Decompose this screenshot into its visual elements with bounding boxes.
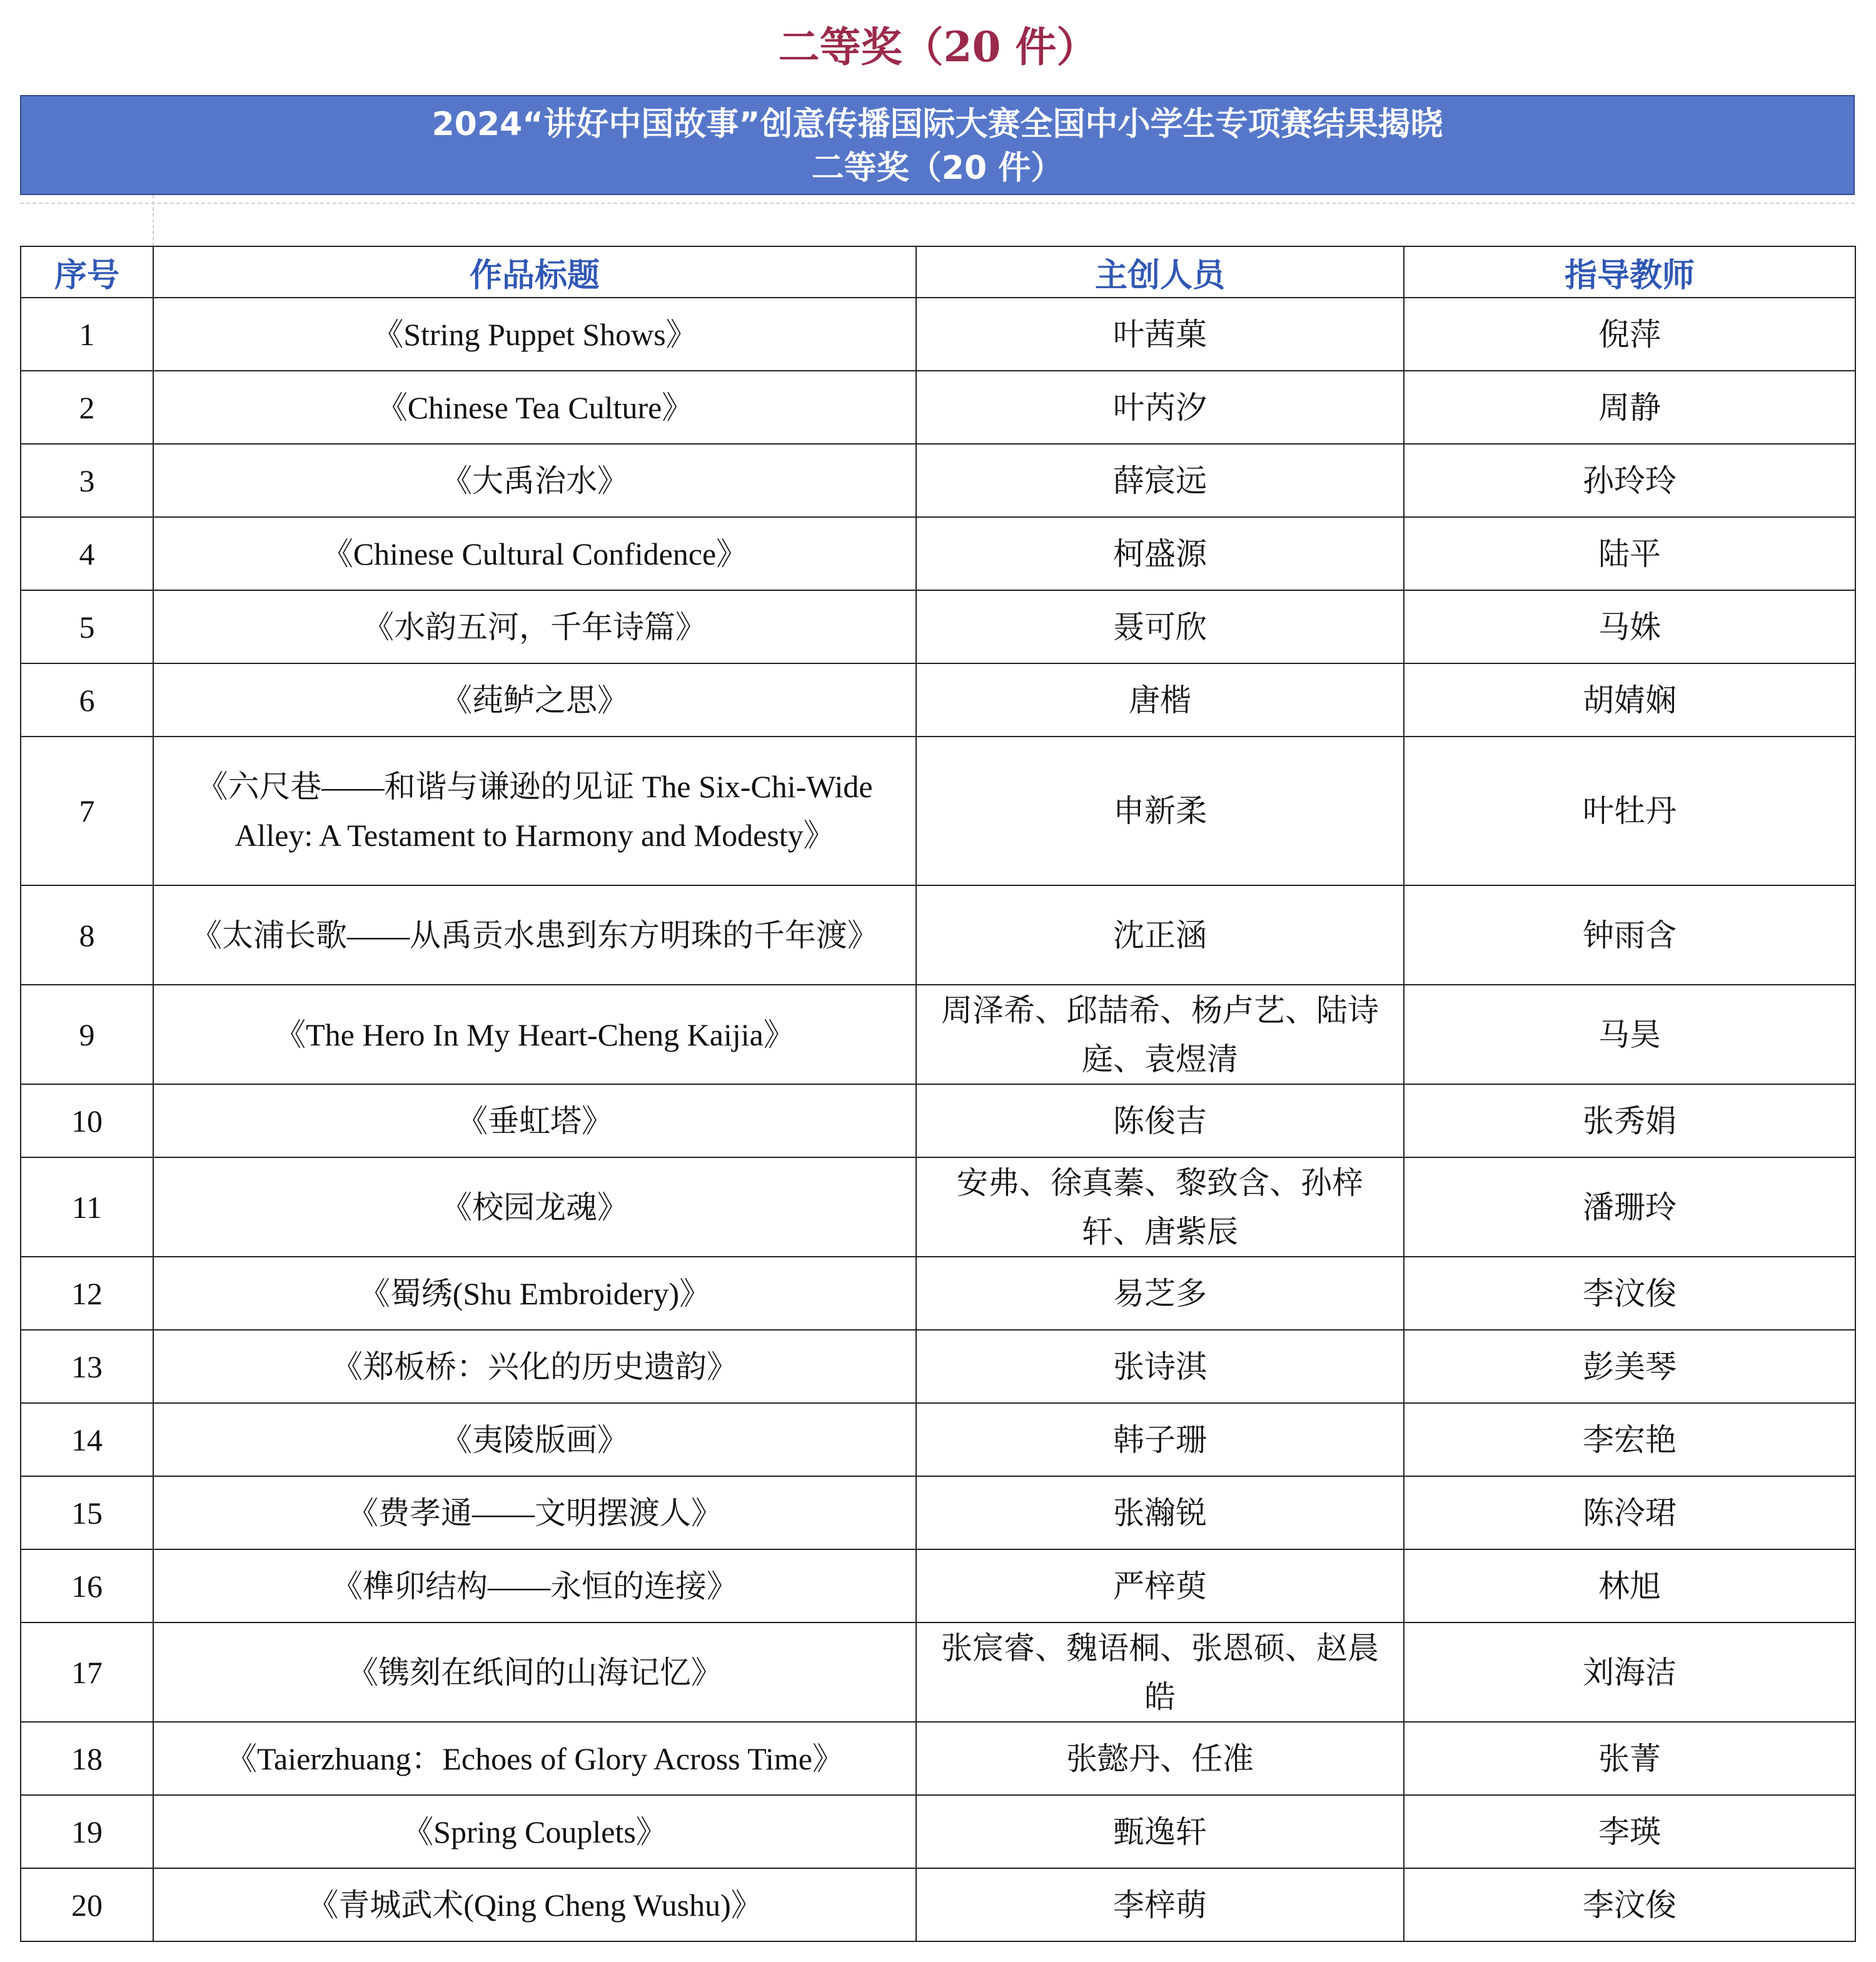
table-row: [21, 298, 1855, 371]
table-header-row: [21, 246, 1855, 298]
teacher: 彭美琴: [1404, 1330, 1855, 1403]
creators: 张瀚锐: [916, 1476, 1404, 1549]
creators: 陈俊吉: [916, 1084, 1404, 1157]
work-title: 《青城武术(Qing Cheng Wushu)》: [153, 1868, 916, 1941]
banner-subtitle: 二等奖（20 件）: [811, 149, 1064, 187]
work-title: 《榫卯结构——永恒的连接》: [153, 1549, 916, 1622]
row-number: 15: [21, 1476, 153, 1549]
awards-table: [20, 246, 1856, 1942]
work-title: 《水韵五河，千年诗篇》: [153, 590, 916, 663]
table-row: [21, 1795, 1855, 1868]
creators: 严梓萸: [916, 1549, 1404, 1622]
row-number: 12: [21, 1257, 153, 1330]
header-creators: 主创人员: [916, 246, 1404, 298]
work-title: 《Taierzhuang：Echoes of Glory Across Time》: [153, 1722, 916, 1795]
work-title: 《蜀绣(Shu Embroidery)》: [153, 1257, 916, 1330]
teacher: 张秀娟: [1404, 1084, 1855, 1157]
row-number: 3: [21, 444, 153, 517]
row-number: 7: [21, 737, 153, 885]
table-row: [21, 1549, 1855, 1622]
work-title: 《六尺巷——和谐与谦逊的见证 The Six-Chi-Wide Alley: A Testament to Harmony and Modesty》: [153, 737, 916, 885]
divider: [20, 203, 1855, 204]
header-teacher: 指导教师: [1404, 246, 1855, 298]
work-title: 《校园龙魂》: [153, 1157, 916, 1257]
teacher: 马昊: [1404, 985, 1855, 1084]
table-row: [21, 1157, 1855, 1257]
table-row: [21, 663, 1855, 737]
teacher: 李瑛: [1404, 1795, 1855, 1868]
work-title: 《夷陵版画》: [153, 1403, 916, 1476]
creators: 甄逸轩: [916, 1795, 1404, 1868]
table-row: [21, 1722, 1855, 1795]
work-title: 《Spring Couplets》: [153, 1795, 916, 1868]
creators: 叶茜菓: [916, 298, 1404, 371]
teacher: 刘海洁: [1404, 1622, 1855, 1722]
row-number: 14: [21, 1403, 153, 1476]
page-title: 二等奖（20 件）: [778, 23, 1098, 71]
creators: 沈正涵: [916, 885, 1404, 985]
row-number: 13: [21, 1330, 153, 1403]
row-number: 20: [21, 1868, 153, 1941]
creators: 李梓萌: [916, 1868, 1404, 1941]
table-row: [21, 1622, 1855, 1722]
table-row: [21, 1257, 1855, 1330]
row-number: 10: [21, 1084, 153, 1157]
row-number: 5: [21, 590, 153, 663]
table-row: [21, 371, 1855, 444]
work-title: 《大禹治水》: [153, 444, 916, 517]
creators: 叶芮汐: [916, 371, 1404, 444]
teacher: 潘珊玲: [1404, 1157, 1855, 1257]
teacher: 林旭: [1404, 1549, 1855, 1622]
work-title: 《The Hero In My Heart-Cheng Kaijia》: [153, 985, 916, 1084]
row-number: 18: [21, 1722, 153, 1795]
teacher: 陆平: [1404, 517, 1855, 590]
table-row: [21, 590, 1855, 663]
row-number: 11: [21, 1157, 153, 1257]
teacher: 李宏艳: [1404, 1403, 1855, 1476]
spacer-row: [20, 195, 1855, 246]
teacher: 李汶俊: [1404, 1868, 1855, 1941]
creators: 韩子珊: [916, 1403, 1404, 1476]
table-row: [21, 1330, 1855, 1403]
teacher: 孙玲玲: [1404, 444, 1855, 517]
table-row: [21, 444, 1855, 517]
creators: 薛宸远: [916, 444, 1404, 517]
header-title: 作品标题: [153, 246, 916, 298]
banner-title: 2024“讲好中国故事”创意传播国际大赛全国中小学生专项赛结果揭晓: [431, 106, 1443, 143]
row-number: 2: [21, 371, 153, 444]
divider: [153, 195, 154, 246]
results-banner: [20, 95, 1855, 195]
row-number: 8: [21, 885, 153, 985]
creators: 张诗淇: [916, 1330, 1404, 1403]
table-row: [21, 1868, 1855, 1941]
creators: 聂可欣: [916, 590, 1404, 663]
work-title: 《太浦长歌——从禹贡水患到东方明珠的千年渡》: [153, 885, 916, 985]
work-title: 《镌刻在纸间的山海记忆》: [153, 1622, 916, 1722]
teacher: 倪萍: [1404, 298, 1855, 371]
table-row: [21, 1476, 1855, 1549]
work-title: 《Chinese Tea Culture》: [153, 371, 916, 444]
table-row: [21, 885, 1855, 985]
teacher: 马姝: [1404, 590, 1855, 663]
row-number: 6: [21, 663, 153, 737]
work-title: 《郑板桥：兴化的历史遗韵》: [153, 1330, 916, 1403]
row-number: 4: [21, 517, 153, 590]
row-number: 19: [21, 1795, 153, 1868]
row-number: 1: [21, 298, 153, 371]
creators: 周泽希、邱喆希、杨卢艺、陆诗庭、袁煜清: [916, 985, 1404, 1084]
creators: 易芝多: [916, 1257, 1404, 1330]
row-number: 17: [21, 1622, 153, 1722]
creators: 申新柔: [916, 737, 1404, 885]
creators: 柯盛源: [916, 517, 1404, 590]
teacher: 叶牡丹: [1404, 737, 1855, 885]
work-title: 《String Puppet Shows》: [153, 298, 916, 371]
header-number: 序号: [21, 246, 153, 298]
creators: 安弗、徐真蓁、黎致含、孙梓轩、唐紫辰: [916, 1157, 1404, 1257]
creators: 张宸睿、魏语桐、张恩硕、赵晨皓: [916, 1622, 1404, 1722]
work-title: 《莼鲈之思》: [153, 663, 916, 737]
table-row: [21, 1403, 1855, 1476]
teacher: 钟雨含: [1404, 885, 1855, 985]
teacher: 李汶俊: [1404, 1257, 1855, 1330]
work-title: 《Chinese Cultural Confidence》: [153, 517, 916, 590]
table-row: [21, 737, 1855, 885]
work-title: 《费孝通——文明摆渡人》: [153, 1476, 916, 1549]
row-number: 16: [21, 1549, 153, 1622]
teacher: 周静: [1404, 371, 1855, 444]
row-number: 9: [21, 985, 153, 1084]
table-row: [21, 985, 1855, 1084]
creators: 唐楷: [916, 663, 1404, 737]
teacher: 陈泠珺: [1404, 1476, 1855, 1549]
table-row: [21, 1084, 1855, 1157]
creators: 张懿丹、任准: [916, 1722, 1404, 1795]
teacher: 胡婧娴: [1404, 663, 1855, 737]
table-row: [21, 517, 1855, 590]
teacher: 张菁: [1404, 1722, 1855, 1795]
work-title: 《垂虹塔》: [153, 1084, 916, 1157]
